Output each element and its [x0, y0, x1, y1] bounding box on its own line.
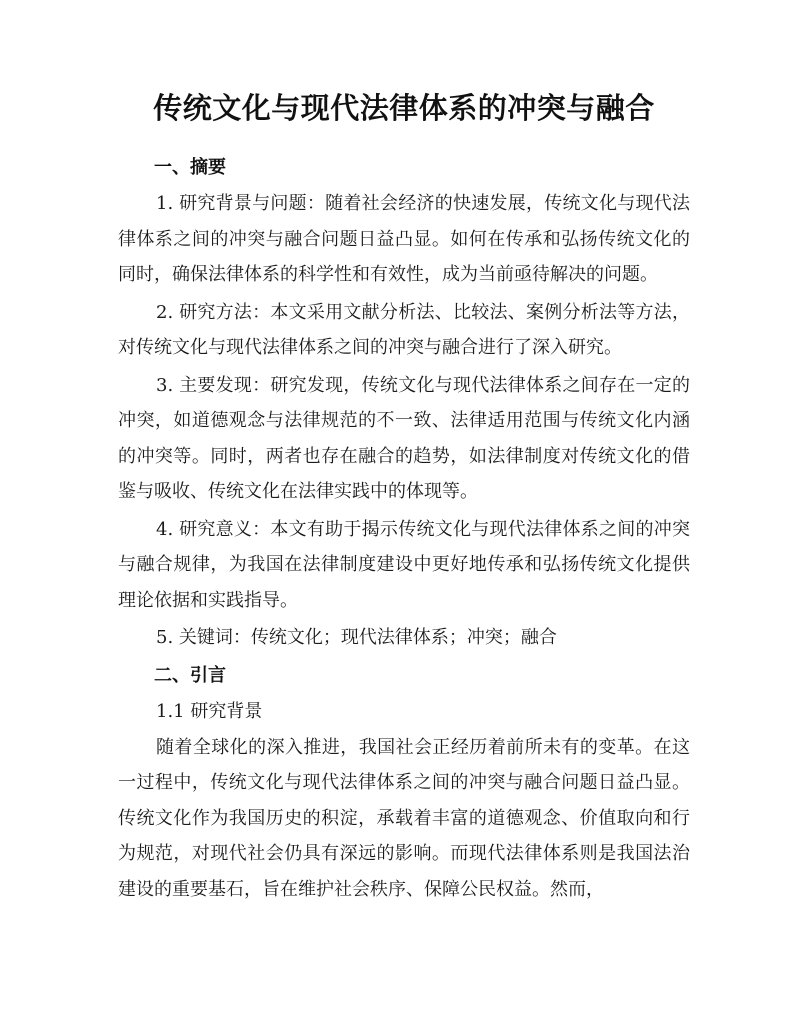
abstract-section — [118, 150, 690, 656]
introduction-paragraph: 随着全球化的深入推进，我国社会正经历着前所未有的变革。在这一过程中，传统文化与现代法律体系之间的冲突与融合问题日益凸显。传统文化作为我国历史的积淀，承载着丰富的道德观念、价值取向和行为规范，对现代社会仍具有深远的影响。而现代法律体系则是我国法治建设的重要基石，旨在维护社会秩序、保障公民权益。然而， — [118, 736, 690, 900]
abstract-paragraph-method: 2. 研究方法：本文采用文献分析法、比较法、案例分析法等方法，对传统文化与现代法律体系之间的冲突与融合进行了深入研究。 — [118, 301, 690, 358]
introduction-heading: 二、引言 — [154, 664, 226, 686]
document-title: 传统文化与现代法律体系的冲突与融合 — [153, 91, 655, 125]
abstract-paragraph-findings: 3. 主要发现：研究发现，传统文化与现代法律体系之间存在一定的冲突，如道德观念与法律规范的不一致、法律适用范围与传统文化内涵的冲突等。同时，两者也存在融合的趋势，如法律制度对传统文化的借鉴与吸收、传统文化在法律实践中的体现等。 — [118, 374, 690, 502]
abstract-paragraph-keywords: 5. 关键词：传统文化；现代法律体系；冲突；融合 — [156, 627, 557, 648]
abstract-heading: 一、摘要 — [154, 157, 226, 178]
introduction-section — [118, 658, 690, 908]
research-background-subheading: 1.1 研究背景 — [156, 700, 263, 722]
abstract-paragraph-background: 1. 研究背景与问题：随着社会经济的快速发展，传统文化与现代法律体系之间的冲突与融合问题日益凸显。如何在传承和弘扬传统文化的同时，确保法律体系的科学性和有效性，成为当前亟待解决的问题。 — [118, 193, 690, 285]
abstract-paragraph-significance: 4. 研究意义：本文有助于揭示传统文化与现代法律体系之间的冲突与融合规律，为我国在法律制度建设中更好地传承和弘扬传统文化提供理论依据和实践指导。 — [118, 518, 690, 611]
